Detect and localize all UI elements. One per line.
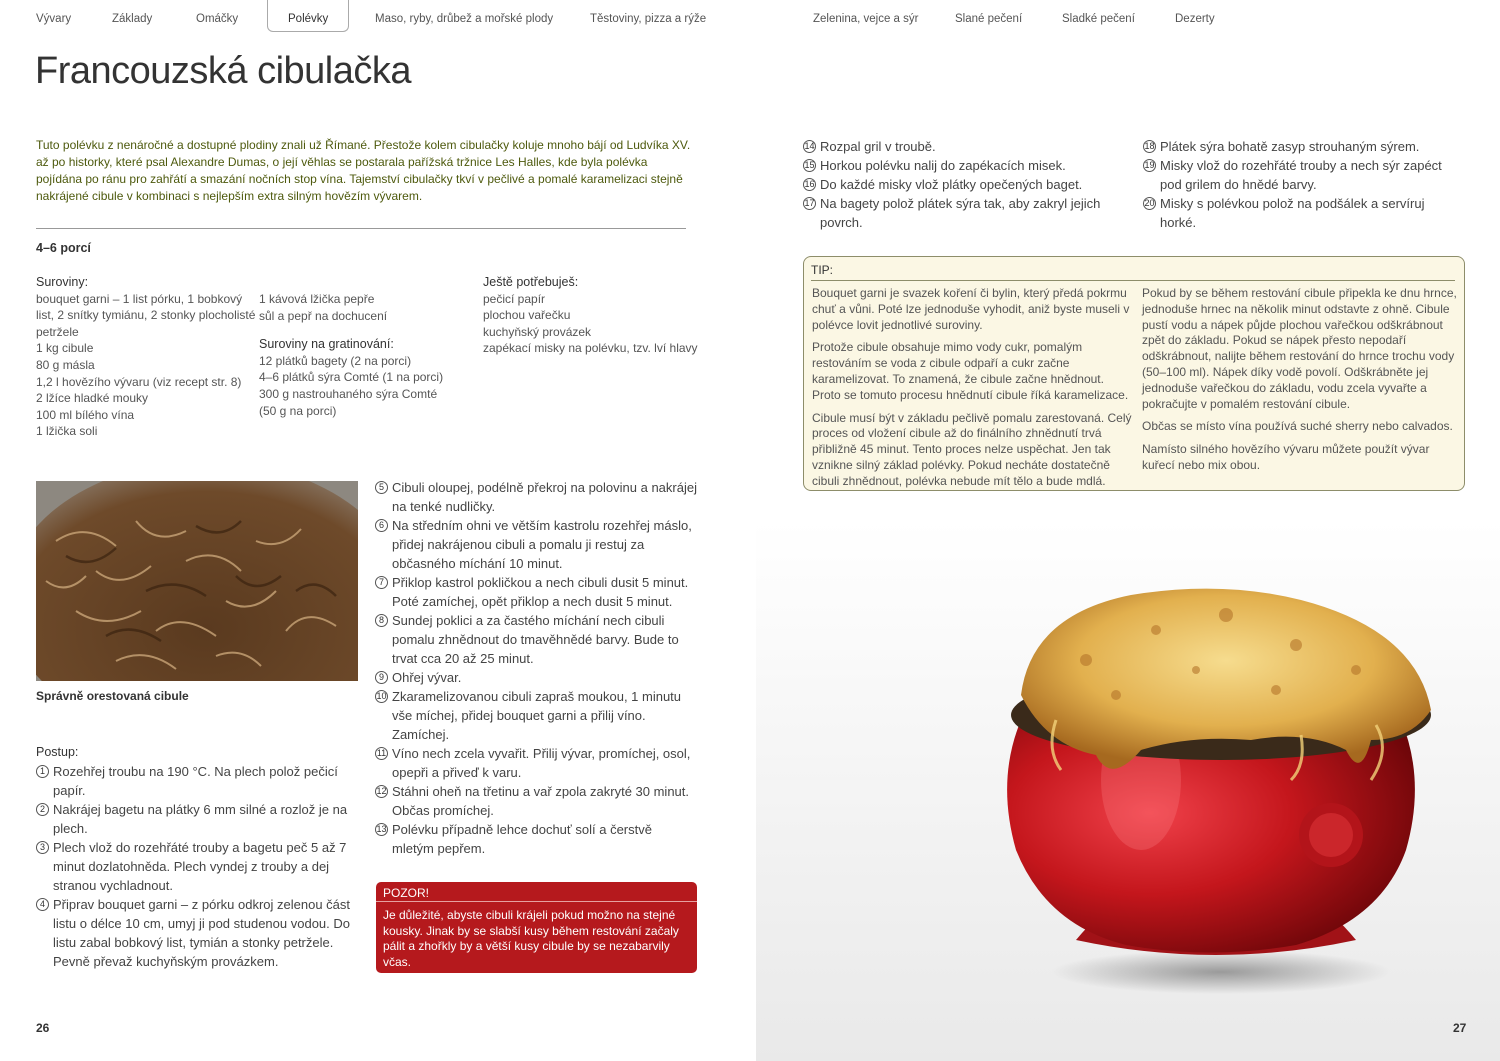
steps-list-4 bbox=[1143, 137, 1463, 232]
method-step bbox=[375, 744, 697, 782]
tip-column-1 bbox=[812, 286, 1132, 497]
tip-paragraph: Namísto silného hovězího vývaru můžete použít vývar kuřecí nebo mix obou. bbox=[1142, 442, 1430, 472]
step-text: Cibuli oloupej, podélně překroj na polovinu a nakrájej na tenké nudličky. bbox=[392, 480, 697, 514]
step-number-badge: 18 bbox=[1144, 141, 1155, 151]
method-step bbox=[36, 838, 354, 895]
ingredients-list bbox=[36, 291, 256, 440]
onion-photo bbox=[36, 481, 358, 681]
onion-soup-bowl-illustration bbox=[756, 520, 1500, 1061]
step-text: Plátek sýra bohatě zasyp strouhaným sýrem. bbox=[1160, 139, 1420, 154]
equipment-heading: Ještě potřebuješ: bbox=[483, 275, 579, 289]
ingredients-column bbox=[36, 274, 256, 440]
tab-slane-peceni[interactable]: Slané pečení bbox=[955, 13, 1023, 25]
step-number-badge: 17 bbox=[804, 198, 815, 208]
list-item: 1 lžička soli bbox=[36, 424, 98, 439]
step-number-badge: 5 bbox=[375, 481, 388, 494]
steps-list-3 bbox=[803, 137, 1133, 232]
soup-photo bbox=[756, 520, 1500, 1061]
warning-text: Je důležité, abyste cibuli krájeli pokud možno na stejné kousky. Jinak by se slabší kusy během restování začaly pálit a zhořkly by a větší kusy cibule by se nezabarvily včas. bbox=[383, 908, 679, 969]
ingredients-heading: Suroviny: bbox=[36, 275, 89, 289]
step-text: Stáhni oheň na třetinu a vař zpola zakryté 30 minut. Občas promíchej. bbox=[392, 784, 690, 818]
list-item: sůl a pepř na dochucení bbox=[259, 308, 388, 323]
equipment-column bbox=[483, 274, 698, 357]
step-text: Rozpal gril v troubě. bbox=[820, 139, 936, 154]
method-step bbox=[375, 820, 697, 858]
caramelized-onions-illustration bbox=[36, 481, 358, 681]
portions: 4–6 porcí bbox=[36, 241, 91, 255]
tab-dezerty[interactable]: Dezerty bbox=[1175, 13, 1215, 25]
list-item: 300 g nastrouhaného sýra Comté bbox=[259, 386, 438, 401]
tip-paragraph: Bouquet garni je svazek koření či bylin, který předá pokrmu chuť a vůni. Poté lze jednoduše vyhodit, aniž byste museli v polévce lovit jednotlivé suroviny. bbox=[812, 286, 1130, 332]
step-number-badge: 2 bbox=[36, 803, 49, 816]
method-step bbox=[36, 800, 354, 838]
method-step bbox=[803, 194, 1133, 232]
step-number-badge: 13 bbox=[376, 824, 387, 834]
step-text: Sundej poklici a za častého míchání nech cibuli pomalu zhnědnout do tmavěhnědé barvy. Bude to trvat cca 20 až 25 minut. bbox=[392, 613, 679, 666]
page-number-right: 27 bbox=[1453, 1021, 1467, 1035]
list-item: zapékací misky na polévku, tzv. lví hlavy bbox=[483, 341, 698, 356]
tab-zelenina[interactable]: Zelenina, vejce a sýr bbox=[813, 13, 919, 25]
list-item: 100 ml bílého vína bbox=[36, 407, 135, 422]
step-number-badge: 12 bbox=[376, 786, 387, 796]
list-item: bouquet garni – 1 list pórku, 1 bobkový list, 2 snítky tymiánu, 2 stonky plocholisté petržele bbox=[36, 291, 256, 339]
tab-vyvary[interactable]: Vývary bbox=[36, 13, 72, 25]
step-number-badge: 8 bbox=[375, 614, 388, 627]
method-step bbox=[375, 668, 697, 687]
tip-paragraph: Cibule musí být v základu pečlivě pomalu zarestovaná. Celý proces od vložení cibule až do finálního zhnědnutí trvá přibližně 45 minut. Tento proces nelze uspěchat. Jen tak vznikne silný základ polévky. Pokud necháte dostatečně cibuli zhnědnout, polévka nebude mít tělo a bude mdlá. bbox=[812, 410, 1132, 488]
tip-paragraph: Pokud by se během restování cibule připekla ke dnu hrnce, jednoduše hrnec na několik minut odstavte z ohně. Cibule pustí vodu a nápek půjde plochou vařečkou odškrábnout zpět do základu. Pokud se nápek přesto nepodaří odškrábnout, nalijte během restování do hrnce trochu vody (50–100 ml). Nápek díky vodě povolí. Odškrábněte jej jednoduše vařečkou do základu, vodu zcela vyvařte a pokračujte v pomalém restování cibule. bbox=[1142, 286, 1457, 411]
list-item: kuchyňský provázek bbox=[483, 324, 592, 339]
ingredients-list-2 bbox=[259, 291, 469, 324]
list-item: 2 lžíce hladké mouky bbox=[36, 391, 149, 406]
step-text: Polévku případně lehce dochuť solí a čerstvě mletým pepřem. bbox=[392, 822, 652, 856]
method-step bbox=[375, 573, 697, 611]
steps-list-2 bbox=[375, 478, 697, 858]
tip-box bbox=[803, 256, 1465, 491]
step-number-badge: 9 bbox=[375, 671, 388, 684]
recipe-title: Francouzská cibulačka bbox=[35, 50, 412, 92]
tab-maso[interactable]: Maso, ryby, drůbež a mořské plody bbox=[375, 13, 554, 25]
steps-list-1 bbox=[36, 762, 354, 971]
tip-column-2 bbox=[1142, 286, 1462, 481]
tab-zaklady[interactable]: Základy bbox=[112, 13, 153, 25]
method-step bbox=[803, 156, 1133, 175]
step-number-badge: 3 bbox=[36, 841, 49, 854]
list-item: 1,2 l hovězího vývaru (viz recept str. 8) bbox=[36, 374, 242, 389]
tab-omacky[interactable]: Omáčky bbox=[196, 13, 239, 25]
step-number-badge: 19 bbox=[1144, 160, 1155, 170]
step-text: Do každé misky vlož plátky opečených baget. bbox=[820, 177, 1083, 192]
list-item: 4–6 plátků sýra Comté (1 na porci) bbox=[259, 370, 444, 385]
step-number-badge: 1 bbox=[36, 765, 49, 778]
list-item: 1 kg cibule bbox=[36, 341, 94, 356]
step-number-badge: 6 bbox=[375, 519, 388, 532]
list-item: 80 g másla bbox=[36, 357, 95, 372]
step-text: Rozehřej troubu na 190 °C. Na plech polož pečicí papír. bbox=[53, 764, 338, 798]
divider bbox=[36, 228, 686, 229]
tab-sladke-peceni[interactable]: Sladké pečení bbox=[1062, 13, 1135, 25]
step-text: Plech vlož do rozehřáté trouby a bagetu peč 5 až 7 minut dozlatohněda. Plech vyndej z trouby a dej stranou vychladnout. bbox=[53, 840, 347, 893]
method-step bbox=[36, 895, 354, 971]
step-number-badge: 11 bbox=[376, 748, 387, 758]
list-item: 12 plátků bagety (2 na porci) bbox=[259, 353, 412, 368]
method-step bbox=[1143, 194, 1463, 232]
method-heading: Postup: bbox=[36, 745, 79, 759]
method-step bbox=[803, 175, 1133, 194]
step-number-badge: 7 bbox=[375, 576, 388, 589]
step-text: Misky s polévkou polož na podšálek a servíruj horké. bbox=[1160, 196, 1425, 230]
method-step bbox=[36, 762, 354, 800]
step-number-badge: 15 bbox=[804, 160, 815, 170]
step-text: Připrav bouquet garni – z pórku odkroj zelenou část listu o délce 10 cm, umyj ji pod studenou vodou. Do listu zabal bobkový list, tymián a stonky petržele. Pevně převaž kuchyňským provázkem. bbox=[53, 897, 351, 969]
step-text: Na bagety polož plátek sýra tak, aby zakryl jejich povrch. bbox=[820, 196, 1101, 230]
step-number-badge: 16 bbox=[804, 179, 815, 189]
tip-paragraph: Protože cibule obsahuje mimo vody cukr, pomalým restováním se voda z cibule odpaří a cukr začne karamelizovat. To znamená, že cibule začne hnědnout. Proto se tomuto procesu hnědnutí cibule říká karamelizace. bbox=[812, 340, 1129, 402]
page-number-left: 26 bbox=[36, 1021, 50, 1035]
step-text: Zkaramelizovanou cibuli zapraš moukou, 1 minutu vše míchej, přidej bouquet garni a přilij víno. Zamíchej. bbox=[392, 689, 682, 742]
tab-testoviny[interactable]: Těstoviny, pizza a rýže bbox=[590, 13, 707, 25]
gratin-list bbox=[259, 353, 469, 419]
tab-polevky[interactable]: Polévky bbox=[267, 0, 349, 32]
list-item: 1 kávová lžička pepře bbox=[259, 292, 375, 306]
step-text: Nakrájej bagetu na plátky 6 mm silné a rozlož je na plech. bbox=[53, 802, 348, 836]
method-step bbox=[375, 516, 697, 573]
method-step bbox=[375, 478, 697, 516]
ingredients-column-2 bbox=[259, 291, 469, 419]
gratin-heading: Suroviny na gratinování: bbox=[259, 337, 394, 352]
step-number-badge: 14 bbox=[804, 141, 815, 151]
step-number-badge: 20 bbox=[1144, 198, 1155, 208]
warning-heading: POZOR! bbox=[376, 882, 697, 902]
method-step bbox=[1143, 137, 1463, 156]
list-item: (50 g na porci) bbox=[259, 403, 337, 418]
step-text: Přiklop kastrol pokličkou a nech cibuli dusit 5 minut. Poté zamíchej, opět přiklop a nech dusit 5 minut. bbox=[392, 575, 689, 609]
warning-box bbox=[376, 882, 697, 973]
photo-caption: Správně orestovaná cibule bbox=[36, 689, 189, 703]
step-text: Misky vlož do rozehřáté trouby a nech sýr zapéct pod grilem do hnědé barvy. bbox=[1160, 158, 1442, 192]
step-text: Ohřej vývar. bbox=[392, 670, 462, 685]
method-step bbox=[375, 611, 697, 668]
method-step bbox=[803, 137, 1133, 156]
tip-paragraph: Občas se místo vína používá suché sherry nebo calvados. bbox=[1142, 419, 1453, 434]
step-text: Horkou polévku nalij do zapékacích misek. bbox=[820, 158, 1066, 173]
tip-heading: TIP: bbox=[811, 263, 1455, 281]
method-step bbox=[375, 782, 697, 820]
step-text: Víno nech zcela vyvařit. Přilij vývar, promíchej, osol, opepři a přiveď k varu. bbox=[392, 746, 691, 780]
step-number-badge: 10 bbox=[376, 691, 387, 701]
method-step bbox=[375, 687, 697, 744]
list-item: pečicí papír bbox=[483, 291, 546, 306]
list-item: plochou vařečku bbox=[483, 308, 571, 323]
recipe-intro: Tuto polévku z nenáročné a dostupné plodiny znali už Římané. Přestože kolem cibulačky koluje mnoho bájí od Ludvíka XV. až po historky, které psal Alexandre Dumas, o její věhlas se postarala pařížská tržnice Les Halles, kde byla polévka pojídána po ránu pro zahřátí a smazání nočních stop vína. Tajemství cibulačky tkví v pečlivé a pomalé karamelizaci stejně nakrájené cibule v kombinaci s nejlepším extra silným hovězím vývarem. bbox=[36, 138, 691, 203]
equipment-list bbox=[483, 291, 698, 357]
method-step bbox=[1143, 156, 1463, 194]
step-number-badge: 4 bbox=[36, 898, 49, 911]
step-text: Na středním ohni ve větším kastrolu rozehřej máslo, přidej nakrájenou cibuli a pomalu ji restuj za občasného míchání 10 minut. bbox=[392, 518, 692, 571]
